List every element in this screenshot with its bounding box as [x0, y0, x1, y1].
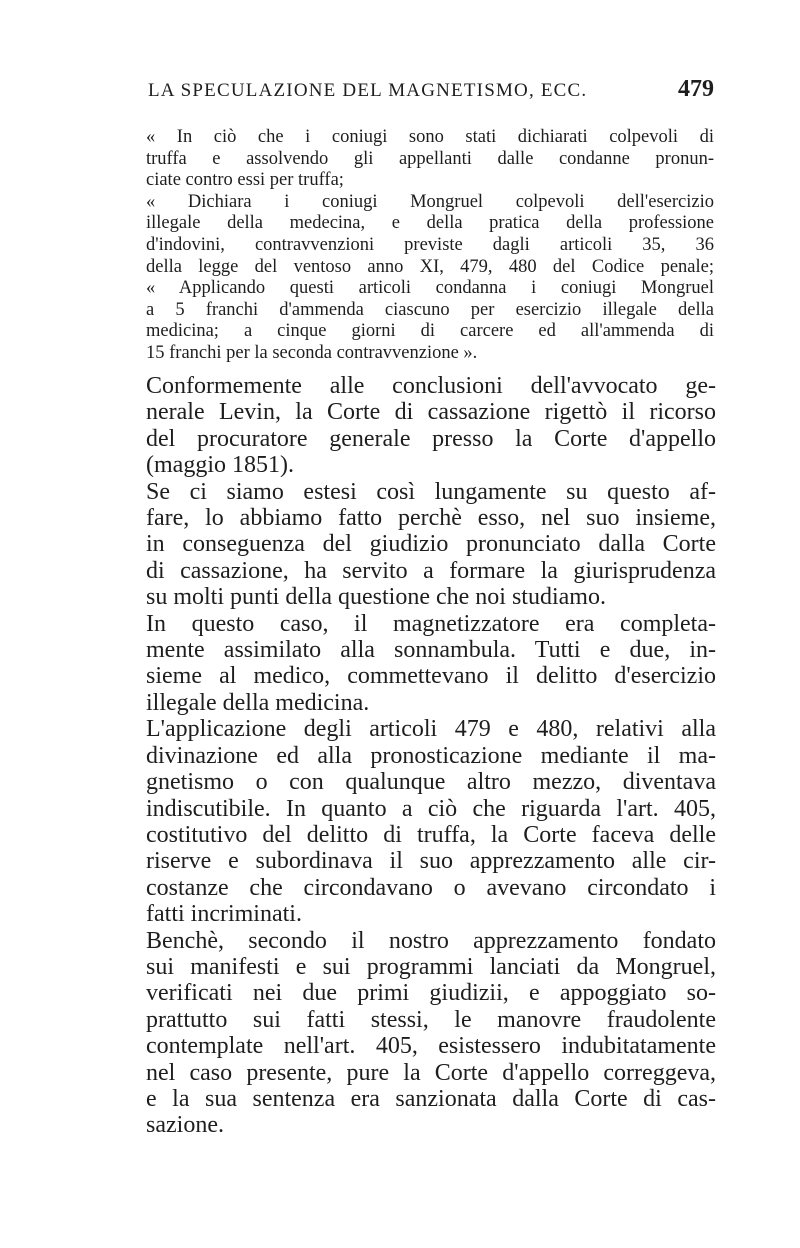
body-line: costanze che circondavano o avevano circondato i [146, 874, 716, 901]
body-line: L'applicazione degli articoli 479 e 480, relativi alla [146, 716, 716, 743]
body-line: contemplate nell'art. 405, esistessero indubitatamente [146, 1033, 716, 1060]
quote-line: 15 franchi per la seconda contravvenzione ». [146, 342, 478, 363]
quote-line: truffa e assolvendo gli appellanti dalle condanne pronun- [146, 148, 714, 169]
body-line: Se ci siamo estesi così lungamente su questo af- [146, 478, 716, 505]
page-number: 479 [678, 76, 714, 102]
body-line: gnetismo o con qualunque altro mezzo, diventava [146, 769, 716, 796]
body-line: di cassazione, ha servito a formare la giurisprudenza [146, 557, 716, 584]
body-line: su molti punti della questione che noi studiamo. [146, 584, 606, 611]
body-line: e la sua sentenza era sanzionata dalla Corte di cas- [146, 1085, 716, 1112]
quote-line: « Applicando questi articoli condanna i coniugi Mongruel [146, 278, 714, 299]
body-line: Conformemente alle conclusioni dell'avvocato ge- [146, 373, 716, 399]
body-line: divinazione ed alla pronosticazione mediante il ma- [146, 742, 716, 769]
body-line: verificati nei due primi giudizii, e appoggiato so- [146, 980, 716, 1007]
quote-line: medicina; a cinque giorni di carcere ed all'ammenda di [146, 321, 714, 342]
body-line: riserve e subordinava il suo apprezzamento alle cir- [146, 848, 716, 875]
quoted-sentence [146, 127, 714, 365]
body-line: sui manifesti e sui programmi lanciati da Mongruel, [146, 953, 716, 980]
body-line: sieme al medico, commettevano il delitto d'esercizio [146, 663, 716, 690]
running-title: LA SPECULAZIONE DEL MAGNETISMO, ECC. [148, 80, 588, 101]
body-line: fatti incriminati. [146, 901, 302, 928]
body-line: nerale Levin, la Corte di cassazione rigettò il ricorso [146, 399, 716, 426]
quote-line: « Dichiara i coniugi Mongruel colpevoli dell'esercizio [146, 191, 714, 212]
body-line: del procuratore generale presso la Corte d'appello [146, 425, 716, 452]
body-line: indiscutibile. In quanto a ciò che riguarda l'art. 405, [146, 795, 716, 822]
body-text [146, 373, 716, 1139]
body-line: nel caso presente, pure la Corte d'appello correggeva, [146, 1059, 716, 1086]
body-line: In questo caso, il magnetizzatore era completa- [146, 610, 716, 637]
quote-line: della legge del ventoso anno XI, 479, 480 del Codice penale; [146, 256, 714, 277]
body-line: in conseguenza del giudizio pronunciato dalla Corte [146, 531, 716, 558]
body-line: prattutto sui fatti stessi, le manovre fraudolente [146, 1006, 716, 1033]
body-line: fare, lo abbiamo fatto perchè esso, nel suo insieme, [146, 505, 716, 532]
quote-line: a 5 franchi d'ammenda ciascuno per esercizio illegale della [146, 299, 714, 320]
body-line: (maggio 1851). [146, 452, 294, 479]
body-line: sazione. [146, 1112, 224, 1139]
running-header [148, 76, 714, 106]
quote-line: ciate contro essi per truffa; [146, 170, 344, 191]
quote-line: illegale della medecina, e della pratica della professione [146, 213, 714, 234]
body-line: costitutivo del delitto di truffa, la Corte faceva delle [146, 821, 716, 848]
body-line: illegale della medicina. [146, 689, 370, 716]
body-line: Benchè, secondo il nostro apprezzamento fondato [146, 927, 716, 954]
quote-line: « In ciò che i coniugi sono stati dichiarati colpevoli di [146, 127, 714, 147]
quote-line: d'indovini, contravvenzioni previste dagli articoli 35, 36 [146, 234, 714, 255]
body-line: mente assimilato alla sonnambula. Tutti e due, in- [146, 637, 716, 664]
